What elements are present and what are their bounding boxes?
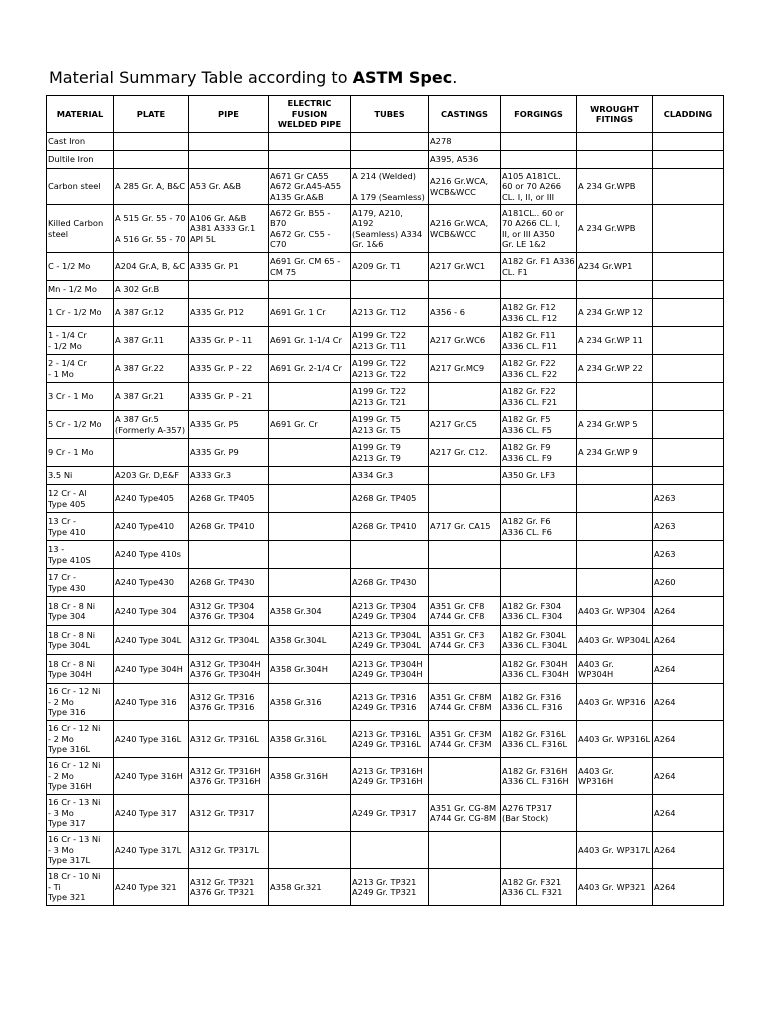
table-row	[47, 411, 724, 439]
cell-material: 3.5 Ni	[47, 467, 114, 485]
cell-tubes: A199 Gr. T22 A213 Gr. T22	[351, 355, 429, 383]
cell-material: 12 Cr - Al Type 405	[47, 485, 114, 513]
cell-pipe	[189, 541, 269, 569]
cell-forgings: A182 Gr. F321 A336 CL. F321	[501, 869, 577, 906]
cell-forgings: A181CL.. 60 or 70 A266 CL. I, II, or III A350 Gr. LE 1&2	[501, 205, 577, 253]
cell-plate: A240 Type430	[114, 569, 189, 597]
cell-wrought-fittings: A403 Gr. WP304	[577, 597, 653, 626]
cell-tubes: A213 Gr. TP316H A249 Gr. TP316H	[351, 758, 429, 795]
cell-tubes	[351, 281, 429, 299]
cell-material: 18 Cr - 8 Ni Type 304H	[47, 655, 114, 684]
cell-efw-pipe	[269, 133, 351, 151]
table-row	[47, 597, 724, 626]
cell-pipe: A312 Gr. TP304L	[189, 626, 269, 655]
cell-tubes: A179, A210, A192 (Seamless) A334 Gr. 1&6	[351, 205, 429, 253]
cell-efw-pipe: A691 Gr. 1-1/4 Cr	[269, 327, 351, 355]
cell-cladding	[653, 327, 724, 355]
cell-efw-pipe	[269, 832, 351, 869]
cell-wrought-fittings: A 234 Gr.WP 11	[577, 327, 653, 355]
cell-pipe: A335 Gr. P - 22	[189, 355, 269, 383]
cell-efw-pipe: A358 Gr.304L	[269, 626, 351, 655]
cell-pipe: A335 Gr. P12	[189, 299, 269, 327]
cell-castings: A351 Gr. CG-8M A744 Gr. CG-8M	[429, 795, 501, 832]
table-row	[47, 205, 724, 253]
cell-cladding: A264	[653, 869, 724, 906]
table-row	[47, 832, 724, 869]
cell-cladding: A264	[653, 655, 724, 684]
page-title	[49, 68, 457, 87]
cell-tubes: A213 Gr. TP316 A249 Gr. TP316	[351, 684, 429, 721]
cell-material: 17 Cr - Type 430	[47, 569, 114, 597]
cell-forgings: A182 Gr. F22 A336 CL. F21	[501, 383, 577, 411]
cell-wrought-fittings	[577, 541, 653, 569]
cell-cladding	[653, 383, 724, 411]
cell-efw-pipe: A691 Gr. 2-1/4 Cr	[269, 355, 351, 383]
cell-cladding: A264	[653, 626, 724, 655]
cell-cladding: A263	[653, 541, 724, 569]
cell-efw-pipe: A358 Gr.316	[269, 684, 351, 721]
cell-plate: A240 Type 304H	[114, 655, 189, 684]
cell-forgings	[501, 832, 577, 869]
cell-efw-pipe: A358 Gr.316H	[269, 758, 351, 795]
cell-wrought-fittings: A403 Gr. WP321	[577, 869, 653, 906]
cell-plate: A240 Type 316L	[114, 721, 189, 758]
cell-efw-pipe	[269, 485, 351, 513]
cell-castings	[429, 832, 501, 869]
cell-castings	[429, 655, 501, 684]
cell-tubes: A268 Gr. TP410	[351, 513, 429, 541]
header-pipe: PIPE	[189, 96, 269, 133]
table-row	[47, 513, 724, 541]
cell-efw-pipe	[269, 467, 351, 485]
cell-efw-pipe	[269, 383, 351, 411]
table-row	[47, 869, 724, 906]
table-row	[47, 439, 724, 467]
cell-castings	[429, 467, 501, 485]
table-row	[47, 253, 724, 281]
cell-cladding: A264	[653, 684, 724, 721]
cell-cladding	[653, 299, 724, 327]
table-row	[47, 327, 724, 355]
cell-material: 5 Cr - 1/2 Mo	[47, 411, 114, 439]
cell-wrought-fittings: A403 Gr. WP316	[577, 684, 653, 721]
cell-castings	[429, 869, 501, 906]
title-prefix: Material Summary Table according to	[49, 68, 353, 87]
cell-wrought-fittings: A 234 Gr.WP 22	[577, 355, 653, 383]
cell-plate	[114, 439, 189, 467]
cell-plate: A240 Type 321	[114, 869, 189, 906]
cell-cladding	[653, 467, 724, 485]
cell-efw-pipe: A358 Gr.304	[269, 597, 351, 626]
cell-wrought-fittings: A403 Gr. WP316L	[577, 721, 653, 758]
cell-plate: A 387 Gr.12	[114, 299, 189, 327]
cell-efw-pipe	[269, 541, 351, 569]
cell-forgings	[501, 281, 577, 299]
table-row	[47, 721, 724, 758]
cell-wrought-fittings: A 234 Gr.WPB	[577, 205, 653, 253]
cell-forgings	[501, 541, 577, 569]
cell-plate: A 285 Gr. A, B&C	[114, 169, 189, 205]
cell-forgings: A182 Gr. F1 A336 CL. F1	[501, 253, 577, 281]
cell-castings: A217 Gr.WC1	[429, 253, 501, 281]
cell-efw-pipe	[269, 151, 351, 169]
cell-forgings	[501, 569, 577, 597]
cell-castings: A351 Gr. CF8M A744 Gr. CF8M	[429, 684, 501, 721]
cell-efw-pipe	[269, 513, 351, 541]
cell-cladding: A263	[653, 513, 724, 541]
cell-castings: A356 - 6	[429, 299, 501, 327]
cell-pipe: A312 Gr. TP317L	[189, 832, 269, 869]
cell-material: 16 Cr - 12 Ni - 2 Mo Type 316L	[47, 721, 114, 758]
cell-wrought-fittings: A403 Gr. WP317L	[577, 832, 653, 869]
cell-castings: A217 Gr. C12.	[429, 439, 501, 467]
cell-material: Cast Iron	[47, 133, 114, 151]
cell-wrought-fittings	[577, 513, 653, 541]
table-row	[47, 299, 724, 327]
cell-plate: A240 Type 316H	[114, 758, 189, 795]
cell-plate: A 387 Gr.5 (Formerly A-357)	[114, 411, 189, 439]
cell-castings	[429, 541, 501, 569]
title-bold: ASTM Spec	[352, 68, 453, 87]
cell-plate: A 387 Gr.11	[114, 327, 189, 355]
cell-material: C - 1/2 Mo	[47, 253, 114, 281]
cell-efw-pipe: A671 Gr CA55 A672 Gr.A45-A55 A135 Gr.A&B	[269, 169, 351, 205]
cell-efw-pipe: A358 Gr.304H	[269, 655, 351, 684]
cell-wrought-fittings	[577, 467, 653, 485]
header-efw-pipe: ELECTRIC FUSION WELDED PIPE	[269, 96, 351, 133]
cell-castings: A395, A536	[429, 151, 501, 169]
table-row	[47, 169, 724, 205]
cell-forgings: A182 Gr. F304 A336 CL. F304	[501, 597, 577, 626]
cell-plate: A 387 Gr.21	[114, 383, 189, 411]
cell-tubes: A199 Gr. T5 A213 Gr. T5	[351, 411, 429, 439]
cell-efw-pipe: A672 Gr. B55 - B70 A672 Gr. C55 - C70	[269, 205, 351, 253]
cell-material: 18 Cr - 8 Ni Type 304L	[47, 626, 114, 655]
cell-material: Dultile Iron	[47, 151, 114, 169]
cell-forgings: A182 Gr. F11 A336 CL. F11	[501, 327, 577, 355]
cell-tubes: A199 Gr. T22 A213 Gr. T21	[351, 383, 429, 411]
header-wrought-fittings: WROUGHT FITINGS	[577, 96, 653, 133]
cell-castings	[429, 569, 501, 597]
cell-cladding: A264	[653, 597, 724, 626]
cell-plate	[114, 151, 189, 169]
cell-efw-pipe	[269, 569, 351, 597]
cell-tubes: A213 Gr. TP321 A249 Gr. TP321	[351, 869, 429, 906]
cell-forgings: A182 Gr. F22 A336 CL. F22	[501, 355, 577, 383]
cell-cladding: A263	[653, 485, 724, 513]
title-suffix: .	[452, 68, 458, 87]
cell-wrought-fittings	[577, 151, 653, 169]
cell-plate	[114, 133, 189, 151]
cell-pipe: A268 Gr. TP430	[189, 569, 269, 597]
table-body	[47, 133, 724, 906]
cell-pipe: A268 Gr. TP410	[189, 513, 269, 541]
table-row	[47, 133, 724, 151]
cell-pipe	[189, 281, 269, 299]
cell-wrought-fittings: A 234 Gr.WPB	[577, 169, 653, 205]
cell-tubes	[351, 832, 429, 869]
cell-material: 1 Cr - 1/2 Mo	[47, 299, 114, 327]
cell-material: 13 Cr - Type 410	[47, 513, 114, 541]
cell-material: 2 - 1/4 Cr - 1 Mo	[47, 355, 114, 383]
cell-tubes: A249 Gr. TP317	[351, 795, 429, 832]
cell-tubes: A209 Gr. T1	[351, 253, 429, 281]
table-row	[47, 655, 724, 684]
cell-pipe: A335 Gr. P5	[189, 411, 269, 439]
cell-castings: A351 Gr. CF3M A744 Gr. CF3M	[429, 721, 501, 758]
cell-tubes: A213 Gr. TP304L A249 Gr. TP304L	[351, 626, 429, 655]
cell-pipe: A312 Gr. TP316 A376 Gr. TP316	[189, 684, 269, 721]
cell-wrought-fittings	[577, 485, 653, 513]
cell-tubes: A199 Gr. T9 A213 Gr. T9	[351, 439, 429, 467]
cell-material: 1 - 1/4 Cr - 1/2 Mo	[47, 327, 114, 355]
cell-tubes: A 214 (Welded) A 179 (Seamless)	[351, 169, 429, 205]
table-row	[47, 151, 724, 169]
cell-tubes: A213 Gr. TP304H A249 Gr. TP304H	[351, 655, 429, 684]
cell-material: 13 - Type 410S	[47, 541, 114, 569]
cell-wrought-fittings: A403 Gr. WP304H	[577, 655, 653, 684]
table-row	[47, 569, 724, 597]
cell-pipe: A312 Gr. TP321 A376 Gr. TP321	[189, 869, 269, 906]
cell-cladding	[653, 169, 724, 205]
cell-pipe: A312 Gr. TP316H A376 Gr. TP316H	[189, 758, 269, 795]
cell-material: 18 Cr - 8 Ni Type 304	[47, 597, 114, 626]
cell-castings: A216 Gr.WCA, WCB&WCC	[429, 169, 501, 205]
cell-forgings: A182 Gr. F304L A336 CL. F304L	[501, 626, 577, 655]
cell-pipe: A312 Gr. TP304 A376 Gr. TP304	[189, 597, 269, 626]
table-row	[47, 281, 724, 299]
cell-pipe: A335 Gr. P - 21	[189, 383, 269, 411]
cell-cladding	[653, 411, 724, 439]
header-material: MATERIAL	[47, 96, 114, 133]
cell-material: 16 Cr - 13 Ni - 3 Mo Type 317	[47, 795, 114, 832]
table-row	[47, 795, 724, 832]
cell-efw-pipe	[269, 795, 351, 832]
cell-plate: A240 Type 317	[114, 795, 189, 832]
cell-plate: A 387 Gr.22	[114, 355, 189, 383]
table-row	[47, 355, 724, 383]
cell-castings: A351 Gr. CF8 A744 Gr. CF8	[429, 597, 501, 626]
cell-efw-pipe: A358 Gr.321	[269, 869, 351, 906]
cell-material: 16 Cr - 12 Ni - 2 Mo Type 316H	[47, 758, 114, 795]
cell-castings: A217 Gr.WC6	[429, 327, 501, 355]
cell-efw-pipe: A691 Gr. CM 65 - CM 75	[269, 253, 351, 281]
cell-tubes	[351, 133, 429, 151]
header-plate: PLATE	[114, 96, 189, 133]
cell-forgings: A182 Gr. F9 A336 CL. F9	[501, 439, 577, 467]
cell-cladding: A264	[653, 758, 724, 795]
cell-tubes: A213 Gr. TP316L A249 Gr. TP316L	[351, 721, 429, 758]
cell-wrought-fittings: A 234 Gr.WP 5	[577, 411, 653, 439]
cell-forgings: A182 Gr. F6 A336 CL. F6	[501, 513, 577, 541]
cell-efw-pipe: A691 Gr. Cr	[269, 411, 351, 439]
cell-cladding	[653, 253, 724, 281]
cell-cladding	[653, 439, 724, 467]
cell-forgings: A182 Gr. F12 A336 CL. F12	[501, 299, 577, 327]
cell-plate: A240 Type 304L	[114, 626, 189, 655]
cell-castings: A216 Gr.WCA, WCB&WCC	[429, 205, 501, 253]
cell-plate: A 515 Gr. 55 - 70 A 516 Gr. 55 - 70	[114, 205, 189, 253]
cell-castings: A278	[429, 133, 501, 151]
cell-castings: A217 Gr.C5	[429, 411, 501, 439]
cell-material: 16 Cr - 12 Ni - 2 Mo Type 316	[47, 684, 114, 721]
cell-plate: A240 Type 410s	[114, 541, 189, 569]
cell-wrought-fittings: A 234 Gr.WP 12	[577, 299, 653, 327]
table-row	[47, 626, 724, 655]
cell-cladding	[653, 151, 724, 169]
cell-castings	[429, 485, 501, 513]
cell-pipe: A335 Gr. P - 11	[189, 327, 269, 355]
cell-wrought-fittings	[577, 383, 653, 411]
table-row	[47, 485, 724, 513]
header-tubes: TUBES	[351, 96, 429, 133]
cell-wrought-fittings	[577, 133, 653, 151]
cell-castings: A217 Gr.MC9	[429, 355, 501, 383]
cell-plate: A203 Gr. D,E&F	[114, 467, 189, 485]
cell-material: 18 Cr - 10 Ni - Ti Type 321	[47, 869, 114, 906]
cell-pipe: A333 Gr.3	[189, 467, 269, 485]
header-castings: CASTINGS	[429, 96, 501, 133]
cell-forgings: A182 Gr. F304H A336 CL. F304H	[501, 655, 577, 684]
cell-cladding	[653, 133, 724, 151]
table-row	[47, 684, 724, 721]
material-summary-table	[46, 95, 724, 906]
cell-plate: A240 Type405	[114, 485, 189, 513]
cell-castings	[429, 758, 501, 795]
cell-wrought-fittings: A234 Gr.WP1	[577, 253, 653, 281]
cell-plate: A 302 Gr.B	[114, 281, 189, 299]
cell-cladding: A264	[653, 795, 724, 832]
cell-pipe	[189, 133, 269, 151]
cell-cladding	[653, 355, 724, 383]
cell-material: 9 Cr - 1 Mo	[47, 439, 114, 467]
cell-forgings	[501, 151, 577, 169]
header-cladding: CLADDING	[653, 96, 724, 133]
cell-forgings	[501, 485, 577, 513]
cell-wrought-fittings	[577, 281, 653, 299]
cell-forgings: A276 TP317 (Bar Stock)	[501, 795, 577, 832]
cell-efw-pipe: A358 Gr.316L	[269, 721, 351, 758]
cell-tubes: A199 Gr. T22 A213 Gr. T11	[351, 327, 429, 355]
header-forgings: FORGINGS	[501, 96, 577, 133]
cell-material: Carbon steel	[47, 169, 114, 205]
cell-plate: A240 Type410	[114, 513, 189, 541]
table-row	[47, 467, 724, 485]
cell-plate: A240 Type 304	[114, 597, 189, 626]
cell-plate: A240 Type 317L	[114, 832, 189, 869]
table-row	[47, 758, 724, 795]
cell-pipe: A312 Gr. TP316L	[189, 721, 269, 758]
cell-castings: A351 Gr. CF3 A744 Gr. CF3	[429, 626, 501, 655]
cell-wrought-fittings	[577, 795, 653, 832]
cell-pipe	[189, 151, 269, 169]
cell-plate: A240 Type 316	[114, 684, 189, 721]
cell-efw-pipe	[269, 439, 351, 467]
cell-tubes: A334 Gr.3	[351, 467, 429, 485]
cell-pipe: A335 Gr. P1	[189, 253, 269, 281]
cell-material: 3 Cr - 1 Mo	[47, 383, 114, 411]
cell-wrought-fittings: A 234 Gr.WP 9	[577, 439, 653, 467]
cell-pipe: A268 Gr. TP405	[189, 485, 269, 513]
cell-cladding	[653, 205, 724, 253]
cell-castings	[429, 281, 501, 299]
cell-pipe: A312 Gr. TP317	[189, 795, 269, 832]
cell-tubes: A213 Gr. T12	[351, 299, 429, 327]
cell-tubes	[351, 151, 429, 169]
cell-cladding: A264	[653, 721, 724, 758]
cell-forgings: A350 Gr. LF3	[501, 467, 577, 485]
cell-forgings: A182 Gr. F316 A336 CL. F316	[501, 684, 577, 721]
cell-tubes: A213 Gr. TP304 A249 Gr. TP304	[351, 597, 429, 626]
cell-castings	[429, 383, 501, 411]
cell-efw-pipe	[269, 281, 351, 299]
cell-pipe: A312 Gr. TP304H A376 Gr. TP304H	[189, 655, 269, 684]
cell-castings: A717 Gr. CA15	[429, 513, 501, 541]
table-row	[47, 541, 724, 569]
cell-forgings	[501, 133, 577, 151]
cell-forgings: A105 A181CL. 60 or 70 A266 CL. I, II, or III	[501, 169, 577, 205]
cell-forgings: A182 Gr. F316L A336 CL. F316L	[501, 721, 577, 758]
cell-material: Killed Carbon steel	[47, 205, 114, 253]
cell-tubes	[351, 541, 429, 569]
cell-tubes: A268 Gr. TP430	[351, 569, 429, 597]
cell-wrought-fittings: A403 Gr. WP316H	[577, 758, 653, 795]
table-header-row	[47, 96, 724, 133]
cell-forgings: A182 Gr. F5 A336 CL. F5	[501, 411, 577, 439]
cell-wrought-fittings	[577, 569, 653, 597]
cell-cladding: A260	[653, 569, 724, 597]
cell-pipe: A106 Gr. A&B A381 A333 Gr.1 API 5L	[189, 205, 269, 253]
cell-efw-pipe: A691 Gr. 1 Cr	[269, 299, 351, 327]
cell-material: 16 Cr - 13 Ni - 3 Mo Type 317L	[47, 832, 114, 869]
cell-cladding	[653, 281, 724, 299]
cell-wrought-fittings: A403 Gr. WP304L	[577, 626, 653, 655]
cell-tubes: A268 Gr. TP405	[351, 485, 429, 513]
cell-forgings: A182 Gr. F316H A336 CL. F316H	[501, 758, 577, 795]
cell-material: Mn - 1/2 Mo	[47, 281, 114, 299]
cell-plate: A204 Gr.A, B, &C	[114, 253, 189, 281]
cell-pipe: A53 Gr. A&B	[189, 169, 269, 205]
cell-cladding: A264	[653, 832, 724, 869]
table-row	[47, 383, 724, 411]
cell-pipe: A335 Gr. P9	[189, 439, 269, 467]
